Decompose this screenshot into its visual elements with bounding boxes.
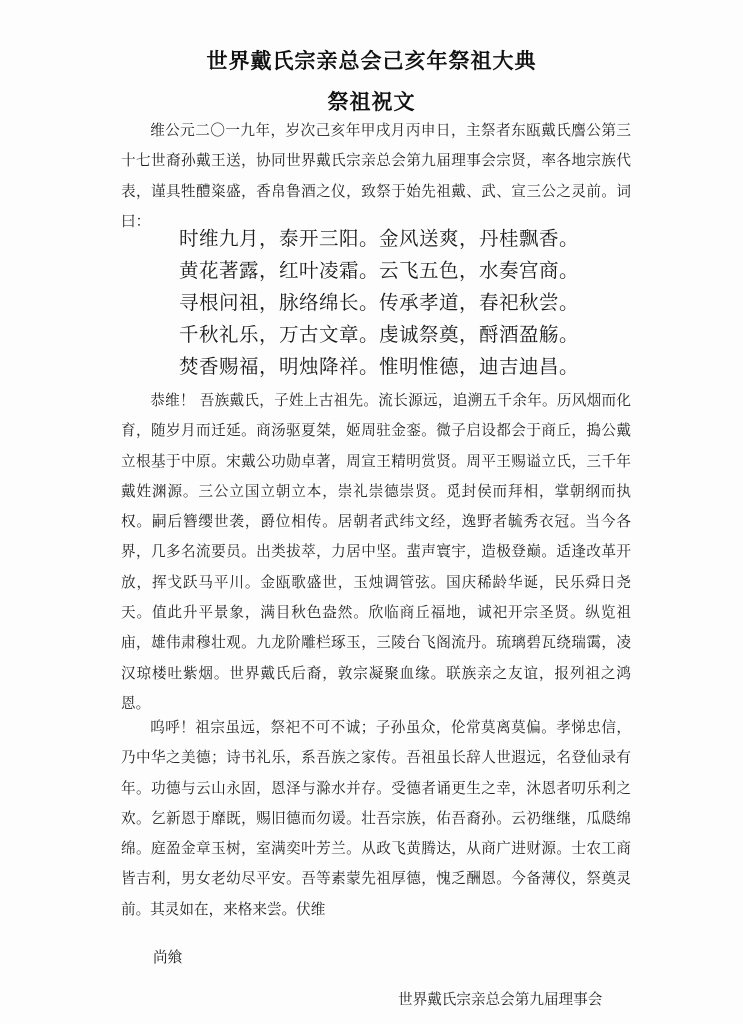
verse-line: 时维九月，泰开三阳。金风送爽，丹桂飘香。 [179,227,580,250]
body-paragraph-lament: 呜呼！祖宗虽远，祭祀不可不诚；子孙虽众，伦常莫离莫偏。孝悌忠信，乃中华之美德；诗书礼乐，系吾族之家传。吾祖虽长辞人世遐远，名登仙录有年。功德与云山永固，恩泽与滁水并存。受德者诵更生之幸，沐恩者叨乐利之欢。乞新恩于靡既，赐旧德而勿谖。壮吾宗族，佑吾裔孙。云礽继继，瓜瓞绵绵。庭盈金章玉树，室满奕叶芳兰。从政飞黄腾达，从商广进财源。士农工商皆吉利，男女老幼尽平安。吾等素蒙先祖厚德，愧乏酬恩。今备薄仪，祭奠灵前。其灵如在，来格来尝。伏维 [121,719,631,918]
closing-phrase: 尚飨 [153,949,183,966]
body-paragraph-praise: 恭维！ 吾族戴氏，子姓上古祖先。流长源远，追溯五千余年。历风烟而化育，随岁月而迁延。商汤驱夏桀，姬周驻金銮。微子启设都会于商丘，搗公戴立根基于中原。宋戴公功勋卓著，周宣王精明赏贤。周平王赐谥立氏，三千年戴姓渊源。三公立国立朝立本，崇礼崇德崇贤。觅封侯而拜相，掌朝纲而执权。嗣后簪缨世袭，爵位相传。居朝者武纬文经，逸野者毓秀衣冠。当今各界，几多名流要员。出类拔萃，力居中坚。蜚声寰宇，造极登巅。适逢改革开放，挥戈跃马平川。金瓯歌盛世，玉烛调管弦。国庆稀龄华诞，民乐舜日尧天。值此升平景象，满目秋色盎然。欣临商丘福地，诚祀开宗圣贤。纵览祖庙，雄伟肃穆壮观。九龙阶雕栏琢玉，三陵台飞阁流丹。琉璃碧瓦绕瑞霭，凌汉琼楼吐紫烟。世界戴氏后裔，敦宗凝聚血缘。联族亲之友谊，报列祖之鸿恩。 [121,392,631,712]
verse-line: 焚香赐福，明烛降祥。惟明惟德，迪吉迪昌。 [179,355,580,378]
verse-line: 千秋礼乐，万古文章。虔诚祭奠，酹酒盈觞。 [179,323,580,346]
intro-paragraph: 维公元二〇一九年，岁次己亥年甲戌月丙申日，主祭者东瓯戴氏譍公第三十七世裔孙戴王送，协同世界戴氏宗亲总会第九届理事会宗贤，率各地宗族代表，谨具牲醴粢盛，香帛鲁酒之仪，致祭于始先祖戴、武、宣三公之灵前。词曰： [121,122,631,230]
verse-line: 寻根问祖，脉络绵长。传承孝道，春祀秋尝。 [179,291,580,314]
document-title: 世界戴氏宗亲总会己亥年祭祖大典 [206,49,537,73]
signature: 世界戴氏宗亲总会第九届理事会 [398,991,603,1008]
document-subtitle: 祭祖祝文 [327,90,416,114]
verse-line: 黄花著露，红叶凌霜。云飞五色，水奏宫商。 [179,259,580,282]
